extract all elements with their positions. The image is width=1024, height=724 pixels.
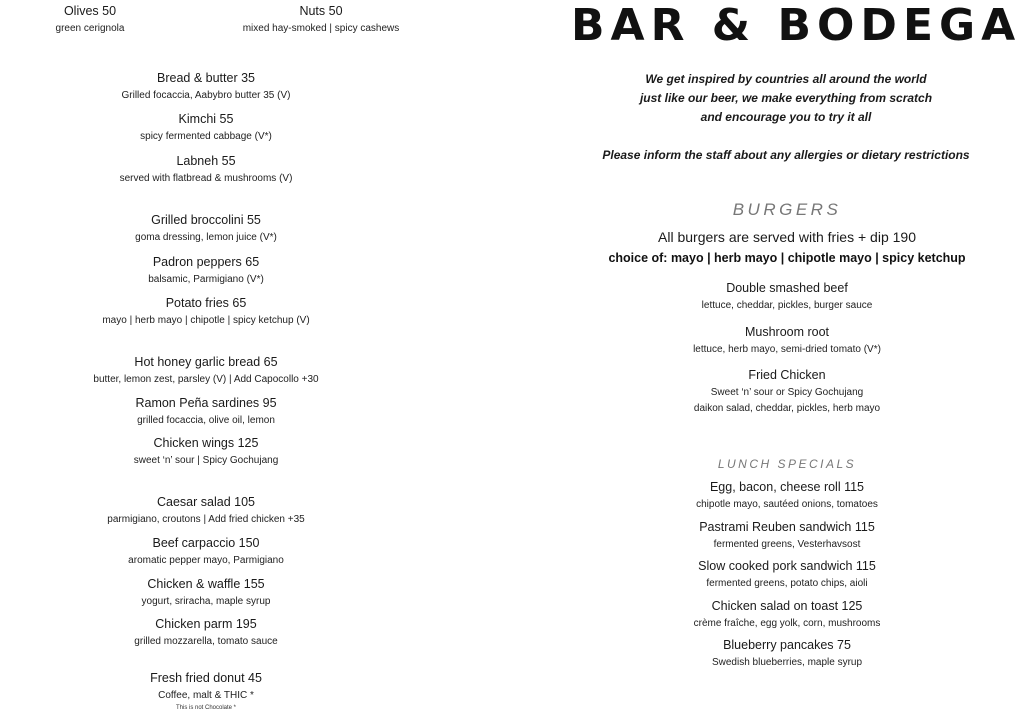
item-name: Slow cooked pork sandwich 115 [698, 559, 876, 573]
item-name: Potato fries 65 [165, 296, 247, 310]
item-desc: crème fraîche, egg yolk, corn, mushrooms [693, 618, 881, 629]
menu-item [93, 355, 318, 386]
menu-item [107, 495, 304, 526]
lunch-item [694, 599, 881, 630]
item-name: Padron peppers 65 [152, 255, 260, 269]
item-desc: aromatic pepper mayo, Parmigiano [128, 555, 284, 566]
item-name: Beef carpaccio 150 [152, 536, 260, 550]
item-desc: balsamic, Parmigiano (V*) [148, 274, 264, 285]
item-desc: Sweet ‘n’ sour or Spicy Gochujang [710, 387, 864, 398]
item-name: Olives 50 [63, 4, 117, 18]
lunch-item [698, 559, 876, 590]
item-desc: fermented greens, Vesterhavsost [713, 539, 861, 550]
item-desc: green cerignola [55, 23, 125, 34]
section-title-lunch-specials: LUNCH SPECIALS [717, 457, 857, 471]
item-name: Grilled broccolini 55 [151, 213, 261, 227]
menu-item-olives [56, 4, 125, 35]
item-name: Mushroom root [744, 325, 830, 339]
item-name: Kimchi 55 [178, 112, 234, 126]
item-desc: grilled mozzarella, tomato sauce [134, 636, 278, 647]
menu-item [140, 112, 272, 143]
item-desc: mayo | herb mayo | chipotle | spicy ketchup (V) [102, 315, 310, 326]
item-desc: mixed hay-smoked | spicy cashews [242, 23, 400, 34]
burgers-choice: choice of: mayo | herb mayo | chipotle mayo | spicy ketchup [608, 251, 966, 265]
item-desc: spicy fermented cabbage (V*) [140, 131, 272, 142]
menu-item [150, 671, 262, 712]
item-desc: lettuce, cheddar, pickles, burger sauce [701, 300, 873, 311]
item-desc: Swedish blueberries, maple syrup [711, 657, 863, 668]
item-name: Fresh fried donut 45 [150, 671, 262, 685]
intro-line: and encourage you to try it all [700, 110, 872, 124]
item-note: This is not Chocolate * [175, 705, 237, 711]
intro-text [586, 70, 986, 127]
burgers-served-with: All burgers are served with fries + dip 190 [658, 229, 916, 245]
menu-item [102, 296, 309, 327]
menu-item [135, 396, 276, 427]
menu-item [142, 577, 271, 608]
item-name: Bread & butter 35 [157, 71, 255, 85]
allergy-note: Please inform the staff about any allergies or dietary restrictions [602, 148, 970, 162]
menu-item [134, 617, 277, 648]
item-name: Fried Chicken [748, 368, 826, 382]
item-name: Caesar salad 105 [157, 495, 255, 509]
brand-logo: BAR & BODEGA [571, 0, 1022, 51]
item-name: Chicken wings 125 [153, 436, 259, 450]
item-name: Ramon Peña sardines 95 [135, 396, 277, 410]
item-name: Nuts 50 [299, 4, 343, 18]
item-desc: served with flatbread & mushrooms (V) [119, 173, 293, 184]
menu-item-nuts [243, 4, 400, 35]
lunch-item [699, 520, 875, 551]
lunch-item [696, 480, 878, 511]
menu-item [122, 71, 291, 102]
item-desc: butter, lemon zest, parsley (V) | Add Capocollo +30 [93, 374, 319, 385]
item-name: Egg, bacon, cheese roll 115 [709, 480, 865, 494]
item-name: Labneh 55 [176, 154, 236, 168]
lunch-item [712, 638, 862, 669]
item-desc: goma dressing, lemon juice (V*) [135, 232, 277, 243]
item-name: Chicken salad on toast 125 [711, 599, 863, 613]
item-desc: yogurt, sriracha, maple syrup [141, 596, 271, 607]
item-desc: chipotle mayo, sautéed onions, tomatoes [696, 499, 878, 510]
item-name: Hot honey garlic bread 65 [134, 355, 278, 369]
menu-item [148, 255, 264, 286]
item-name: Pastrami Reuben sandwich 115 [699, 520, 875, 534]
item-name: Chicken & waffle 155 [147, 577, 265, 591]
item-desc: fermented greens, potato chips, aioli [706, 578, 868, 589]
menu-item [135, 213, 277, 244]
menu-item [128, 536, 284, 567]
item-desc: Coffee, malt & THIC * [158, 690, 254, 701]
burger-item [693, 325, 881, 356]
item-desc-2: daikon salad, cheddar, pickles, herb mayo [693, 403, 881, 414]
item-name: Chicken parm 195 [155, 617, 257, 631]
item-desc: Grilled focaccia, Aabybro butter 35 (V) [121, 90, 291, 101]
item-desc: lettuce, herb mayo, semi-dried tomato (V*) [693, 344, 881, 355]
section-title-burgers: BURGERS [732, 200, 842, 219]
burger-item [702, 281, 873, 312]
item-desc: sweet ‘n’ sour | Spicy Gochujang [133, 455, 279, 466]
intro-line: just like our beer, we make everything from scratch [639, 91, 933, 105]
item-name: Blueberry pancakes 75 [723, 638, 851, 652]
item-name: Double smashed beef [726, 281, 848, 295]
intro-line: We get inspired by countries all around the world [645, 72, 927, 86]
item-desc: grilled focaccia, olive oil, lemon [137, 415, 275, 426]
menu-item [134, 436, 279, 467]
burger-item [694, 368, 880, 415]
item-desc: parmigiano, croutons | Add fried chicken +35 [107, 514, 305, 525]
menu-item [120, 154, 293, 185]
